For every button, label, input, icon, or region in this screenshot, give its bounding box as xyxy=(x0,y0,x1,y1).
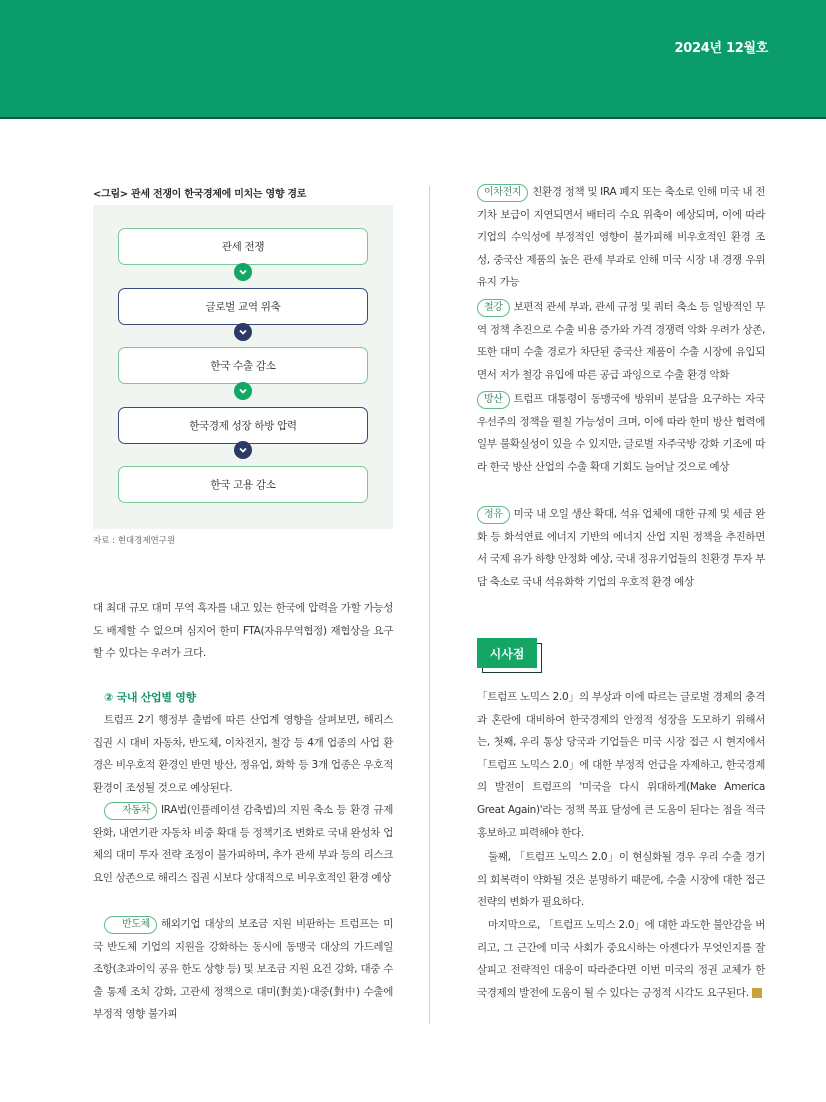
implications-badge xyxy=(477,638,539,670)
industry-text-auto: IRA법(인플레이션 감축법)의 지원 축소 등 환경 규제 완화, 내연기관 자동차 비중 확대 등 정책기조 변화로 국내 완성차 업체의 대미 투자 전략 조정이 불가피하며, 추가 관세 부과 등의 리스크 요인 상존으로 해리스 집권 시보다 상대적으로 비우호적인 환경 예상 xyxy=(93,804,393,884)
industry-item-battery xyxy=(477,181,765,294)
end-mark-icon xyxy=(752,988,762,998)
industry-tag-steel: 철강 xyxy=(477,299,510,317)
figure-source: 자료 : 현대경제연구원 xyxy=(93,536,176,546)
implication-first: 「트럼프 노믹스 2.0」의 부상과 이에 따르는 글로벌 경제의 충격과 혼란에 대비하여 한국경제의 안정적 성장을 도모하기 위해서는, 첫째, 우리 통상 당국과 기업들은 미국 시장 접근 시 현지에서 「트럼프 노믹스 2.0」에 대한 부정적 언급을 자제하고, 한국경제의 발전이 트럼프의 '미국을 다시 위대하게(Make America Great Again)'라는 정책 목표 달성에 큰 도움이 된다는 점을 적극 홍보하고 피력해야 한다. xyxy=(477,691,765,839)
flow-step-employment-decline: 한국 고용 감소 xyxy=(118,466,368,503)
implication-third xyxy=(477,914,765,1004)
industry-text-defense: 트럼프 대통령이 동맹국에 방위비 분담을 요구하는 자국 우선주의 정책을 펼칠 가능성이 크며, 이에 따라 한미 방산 협력에 일부 불확실성이 있을 수 있지만, 글로벌 자주국방 강화 기조에 따라 한국 방산 산업의 수출 확대 기회도 늘어날 것으로 예상 xyxy=(477,393,765,473)
industry-text-steel: 보편적 관세 부과, 관세 규정 및 쿼터 축소 등 일방적인 무역 정책 추진으로 수출 비용 증가와 가격 경쟁력 악화 우려가 상존, 또한 대미 수출 경로가 차단된 중국산 제품이 수출 시장에 유입되면서 저가 철강 유입에 따른 공급 과잉으로 수출 환경 악화 xyxy=(477,301,765,381)
flow-step-export-decline: 한국 수출 감소 xyxy=(118,347,368,384)
industry-item-refining xyxy=(477,503,765,593)
flow-step-growth-pressure: 한국경제 성장 하방 압력 xyxy=(118,407,368,444)
industry-tag-auto: 자동차 xyxy=(104,802,157,820)
industry-tag-defense: 방산 xyxy=(477,391,510,409)
chevron-down-icon xyxy=(234,382,252,400)
flow-diagram xyxy=(93,205,393,529)
issue-label: 2024년 12월호 xyxy=(674,41,768,56)
industry-text-semiconductor: 해외기업 대상의 보조금 지원 비판하는 트럼프는 미국 반도체 기업의 지원을 강화하는 동시에 동맹국 대상의 가드레일 조항(초과이익 공유 한도 상향 등) 및 보조금 지원 요건 강화, 대중 수출 통제 조치 강화, 고관세 정책으로 대미(對美)·대중(對中) 수출에 부정적 영향 불가피 xyxy=(93,918,393,1021)
figure-caption: <그림> 관세 전쟁이 한국경제에 미치는 영향 경로 xyxy=(93,189,307,200)
industry-tag-refining: 정유 xyxy=(477,506,510,524)
implications-badge-label: 시사점 xyxy=(477,638,537,668)
industry-tag-battery: 이차전지 xyxy=(477,184,528,202)
industry-text-refining: 미국 내 오일 생산 확대, 석유 업체에 대한 규제 및 세금 완화 등 화석연료 에너지 기반의 에너지 산업 지원 정책을 추진하면서 국제 유가 하향 안정화 예상, 국내 정유기업들의 친환경 투자 부담 축소로 국내 석유화학 기업의 우호적 환경 예상 xyxy=(477,508,765,588)
chevron-down-icon xyxy=(234,263,252,281)
industry-item-semiconductor xyxy=(93,913,393,1026)
section-paragraph: 트럼프 2기 행정부 출범에 따른 산업계 영향을 살펴보면, 해리스 집권 시 대비 자동차, 반도체, 이차전지, 철강 등 4개 업종의 사업 환경은 비우호적 환경인 반면 방산, 정유업, 화학 등 3개 업종은 우호적 환경이 조성될 것으로 예상된다. xyxy=(93,714,393,794)
flow-step-global-trade: 글로벌 교역 위축 xyxy=(118,288,368,325)
intro-paragraph: 대 최대 규모 대미 무역 흑자를 내고 있는 한국에 압력을 가할 가능성도 배제할 수 없으며 심지어 한미 FTA(자유무역협정) 재협상을 요구할 수 있다는 우려가 크다. xyxy=(93,602,393,660)
industry-item-auto xyxy=(93,799,393,889)
industry-item-steel xyxy=(477,296,765,386)
column-divider xyxy=(429,186,430,1024)
implication-second: 둘째, 「트럼프 노믹스 2.0」이 현실화될 경우 우리 수출 경기의 회복력이 약화될 것은 분명하기 때문에, 수출 시장에 대한 접근 전략의 변화가 필요하다. xyxy=(477,851,765,909)
flow-step-tariff-war: 관세 전쟁 xyxy=(118,228,368,265)
chevron-down-icon xyxy=(234,441,252,459)
industry-item-defense xyxy=(477,388,765,478)
industry-tag-semiconductor: 반도체 xyxy=(104,916,157,934)
industry-text-battery: 친환경 정책 및 IRA 폐지 또는 축소로 인해 미국 내 전기차 보급이 지연되면서 배터리 수요 위축이 예상되며, 이에 따라 기업의 수익성에 부정적인 영향이 불가피해 비우호적인 환경 조성, 중국산 제품의 높은 관세 부과로 인해 미국 시장 내 경쟁 우위 유지 가능 xyxy=(477,186,765,289)
chevron-down-icon xyxy=(234,323,252,341)
implication-third-text: 마지막으로, 「트럼프 노믹스 2.0」에 대한 과도한 불안감을 버리고, 그 근간에 미국 사회가 중요시하는 아젠다가 무엇인지를 잘 살피고 전략적인 대응이 따라준다면 이번 미국의 정권 교체가 한국경제의 발전에 도움이 될 수 있다는 긍정적 시각도 요구된다. xyxy=(477,919,765,999)
header-band xyxy=(0,0,826,119)
section-title: ② 국내 산업별 영향 xyxy=(104,691,196,704)
